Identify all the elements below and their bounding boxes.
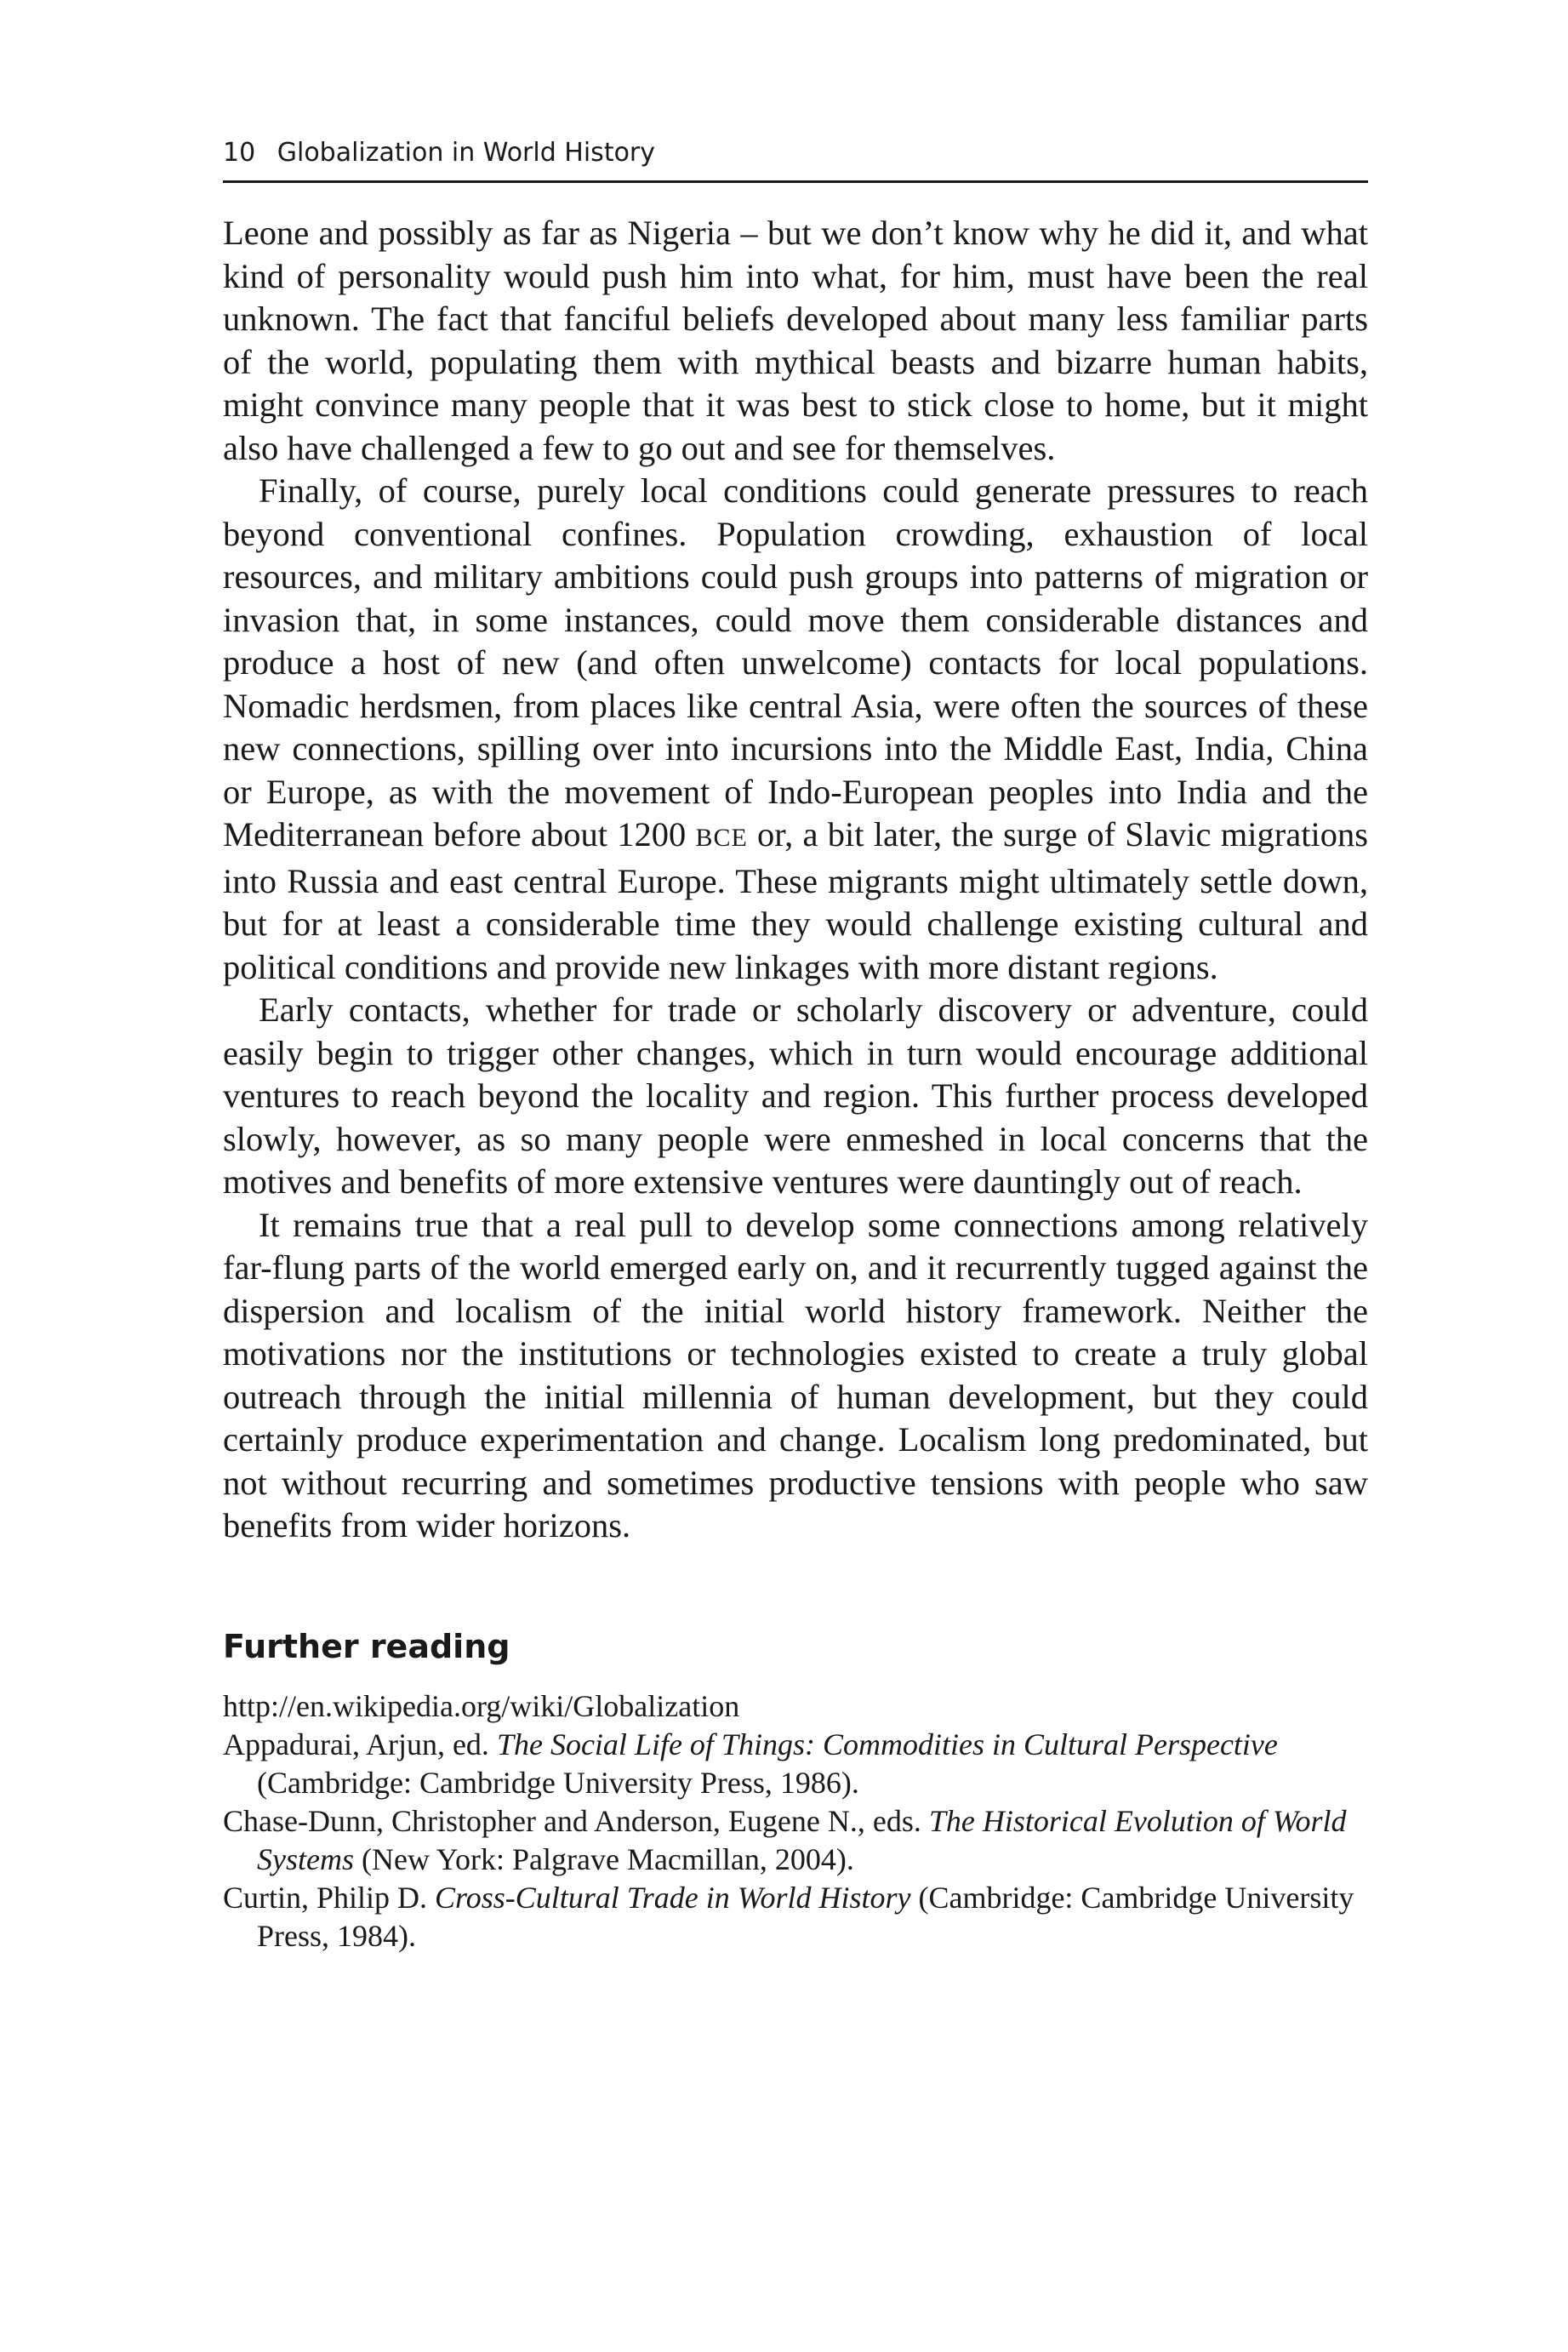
era-abbreviation: BCE — [695, 824, 748, 852]
page-number: 10 — [223, 138, 256, 168]
reference-title: Cross-Cultural Trade in World History — [435, 1880, 911, 1915]
reference-item — [223, 1726, 1368, 1802]
reference-publication: (Cambridge: Cambridge University Press, 1986). — [257, 1765, 859, 1800]
reference-author: Appadurai, Arjun, ed. — [223, 1727, 497, 1761]
further-reading-heading: Further reading — [223, 1627, 510, 1665]
paragraph-1: Leone and possibly as far as Nigeria – but we don’t know why he did it, and what kind of personality would push him into what, for him, must have been the real unknown. The fact that fanciful beliefs developed about many less familiar parts of the world, populating them with mythical beasts and bizarre human habits, might convince many people that it was best to stick close to home, but it might also have challenged a few to go out and see for themselves. — [223, 214, 1368, 467]
paragraph-2-part-1: Finally, of course, purely local conditions could generate pressures to reach beyond conventional confines. Population crowding, exhaustion of local resources, and military ambitions could push groups into patterns of migration or invasion that, in some instances, could move them considerable distances and produce a host of new (and often unwelcome) contacts for local populations. Nomadic herdsmen, from places like central Asia, were often the sources of these new connections, spilling over into incursions into the Middle East, India, China or Europe, as with the movement of Indo-European peoples into India and the Mediterranean before about 1200 — [223, 471, 1368, 853]
reference-author: Curtin, Philip D. — [223, 1880, 436, 1915]
reference-url: http://en.wikipedia.org/wiki/Globalization — [223, 1688, 740, 1723]
paragraph-3: Early contacts, whether for trade or scholarly discovery or adventure, could easily begin to trigger other changes, which in turn would encourage additional ventures to reach beyond the locality and region. This further process developed slowly, however, as so many people were enmeshed in local concerns that the motives and benefits of more extensive ventures were dauntingly out of reach. — [223, 990, 1368, 1201]
paragraph-2 — [223, 470, 1368, 989]
reference-list — [223, 1687, 1368, 1955]
reference-item — [223, 1802, 1368, 1879]
paragraph-4: It remains true that a real pull to develop some connections among relatively far-flung parts of the world emerged early on, and it recurrently tugged against the dispersion and localism of the initial world history framework. Neither the motivations nor the institutions or technologies existed to create a truly global outreach through the initial millennia of human development, but they could certainly produce experimentation and change. Localism long predominated, but not without recurring and sometimes productive tensions with people who saw benefits from wider horizons. — [223, 1205, 1368, 1544]
body-text — [223, 212, 1368, 1548]
reference-publication: (Cambridge: Cambridge University Press, 1984). — [257, 1880, 1354, 1953]
reference-publication: (New York: Palgrave Macmillan, 2004). — [353, 1841, 854, 1876]
paragraph-2-part-2: or, a bit later, the surge of Slavic migrations into Russia and east central Europe. These migrants might ultimately settle down, but for at least a considerable time they would challenge existing cultural and political conditions and provide new linkages with more distant regions. — [223, 815, 1368, 986]
running-head-title: Globalization in World History — [277, 138, 656, 168]
reference-title: The Social Life of Things: Commodities in Cultural Perspective — [496, 1727, 1278, 1761]
reference-title: The Historical Evolution of World Systems — [257, 1803, 1347, 1876]
reference-author: Chase-Dunn, Christopher and Anderson, Eugene N., eds. — [223, 1803, 929, 1838]
book-page — [223, 136, 1368, 1955]
running-head — [223, 136, 1368, 183]
reference-item — [223, 1879, 1368, 1955]
